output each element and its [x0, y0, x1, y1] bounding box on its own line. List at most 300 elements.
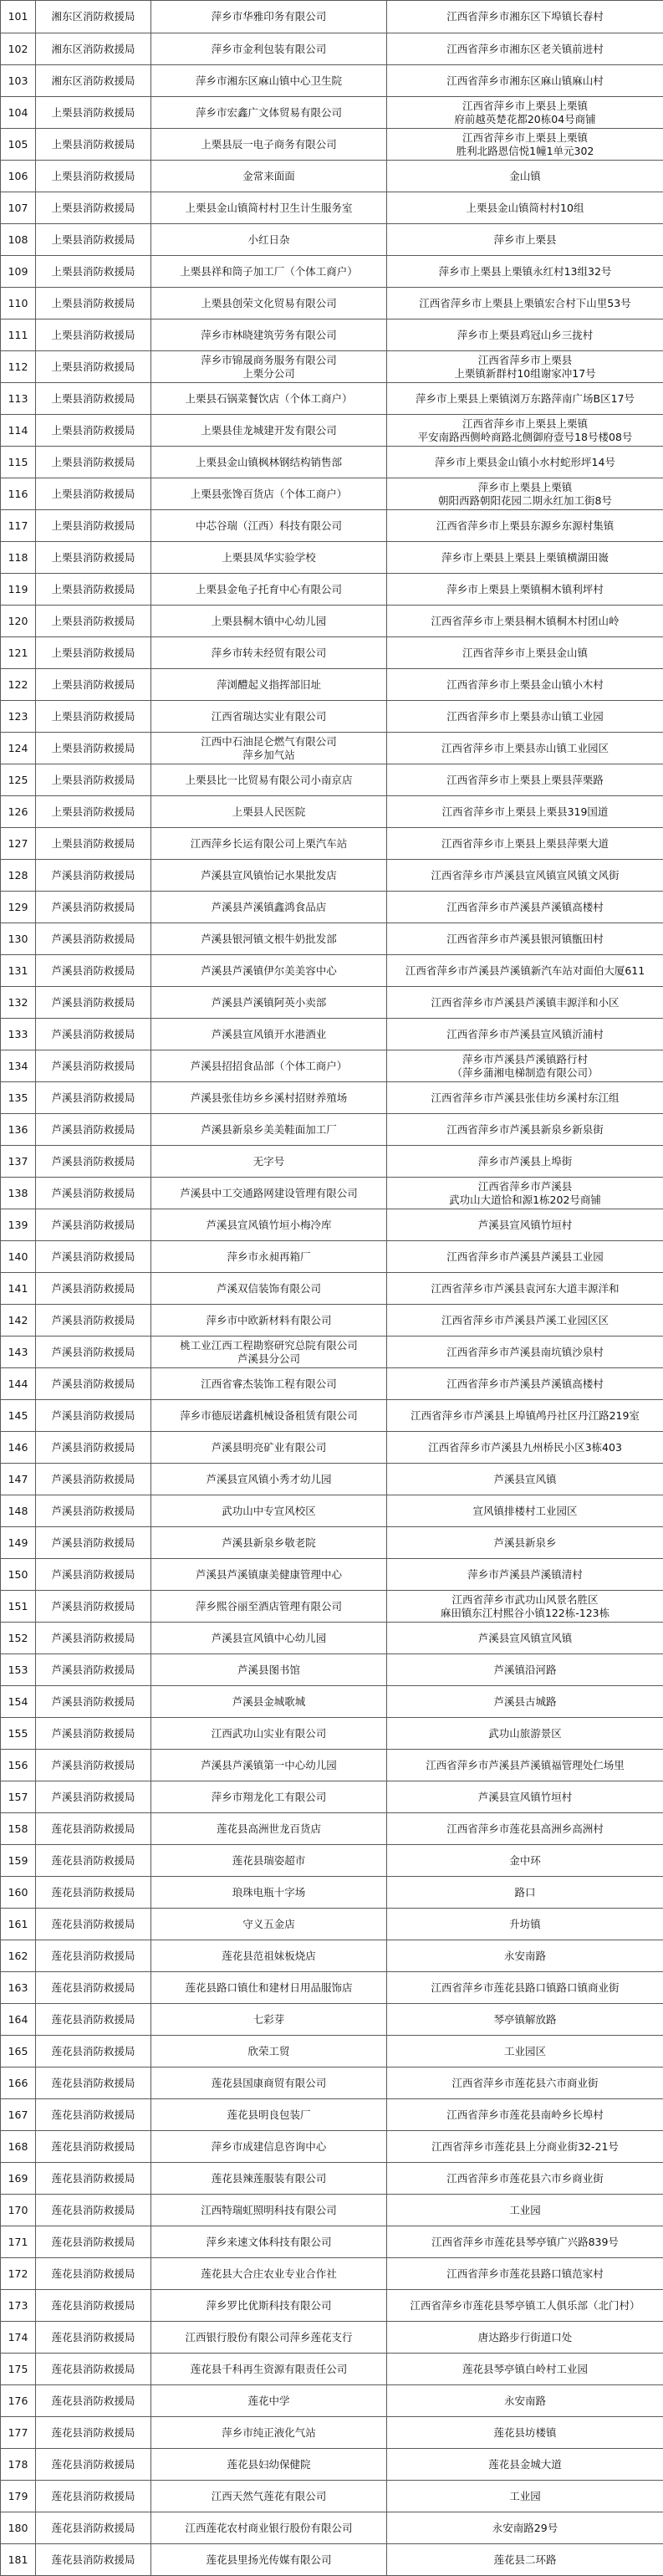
row-number-cell: 181	[1, 2544, 36, 2576]
address-cell: 萍乡市上栗县金山镇小水村蛇形坪14号	[387, 447, 663, 478]
department-cell: 上栗县消防救援局	[36, 97, 151, 129]
table-row	[1, 1178, 663, 1209]
row-number-cell: 160	[1, 1877, 36, 1909]
unit-name-cell: 萍乡熙谷丽至酒店管理有限公司	[151, 1591, 387, 1623]
table-row	[1, 1686, 663, 1718]
department-cell: 芦溪县消防救援局	[36, 1209, 151, 1241]
department-cell: 莲花县消防救援局	[36, 1877, 151, 1909]
row-number-cell: 166	[1, 2067, 36, 2099]
address-cell: 工业园	[387, 2481, 663, 2512]
table-row	[1, 1432, 663, 1464]
table-row	[1, 2258, 663, 2290]
table-row	[1, 1940, 663, 1972]
department-cell: 芦溪县消防救援局	[36, 1273, 151, 1305]
department-cell: 上栗县消防救援局	[36, 510, 151, 542]
row-number-cell: 172	[1, 2258, 36, 2290]
department-cell: 上栗县消防救援局	[36, 161, 151, 192]
table-row	[1, 923, 663, 955]
row-number-cell: 140	[1, 1241, 36, 1273]
address-cell: 江西省萍乡市芦溪县芦溪镇丰源洋和小区	[387, 987, 663, 1019]
unit-name-cell: 芦溪县中工交通路网建设管理有限公司	[151, 1178, 387, 1209]
unit-name-cell: 萍乡市纯正液化气站	[151, 2417, 387, 2449]
table-row	[1, 1527, 663, 1559]
row-number-cell: 152	[1, 1623, 36, 1654]
row-number-cell: 179	[1, 2481, 36, 2512]
department-cell: 上栗县消防救援局	[36, 542, 151, 574]
address-cell: 唐达路步行街道口处	[387, 2322, 663, 2354]
address-cell: 江西省萍乡市湘东区老关镇前进村	[387, 33, 663, 65]
address-cell: 萍乡市上栗县上栗镇桐木镇利坪村	[387, 574, 663, 606]
department-cell: 芦溪县消防救援局	[36, 923, 151, 955]
address-cell: 江西省萍乡市芦溪县张佳坊乡溪村东江组	[387, 1082, 663, 1114]
table-row	[1, 1813, 663, 1845]
table-row	[1, 1273, 663, 1305]
unit-name-cell: 萍乡市永昶再箱厂	[151, 1241, 387, 1273]
department-cell: 莲花县消防救援局	[36, 2385, 151, 2417]
unit-name-cell: 上栗县凤华实验学校	[151, 542, 387, 574]
row-number-cell: 171	[1, 2226, 36, 2258]
unit-name-cell: 上栗县辰一电子商务有限公司	[151, 129, 387, 161]
table-row	[1, 764, 663, 796]
unit-name-cell: 莲花县妇幼保健院	[151, 2449, 387, 2481]
table-row	[1, 224, 663, 256]
row-number-cell: 163	[1, 1972, 36, 2004]
row-number-cell: 111	[1, 319, 36, 351]
unit-name-cell: 芦溪县芦溪镇阿英小卖部	[151, 987, 387, 1019]
table-row	[1, 606, 663, 637]
address-cell: 萍乡市芦溪县芦溪镇路行村 （萍乡蒲湘电梯制造有限公司）	[387, 1050, 663, 1082]
row-number-cell: 157	[1, 1781, 36, 1813]
address-cell: 江西省萍乡市湘东区下埠镇长春村	[387, 1, 663, 33]
table-row	[1, 1209, 663, 1241]
row-number-cell: 104	[1, 97, 36, 129]
unit-name-cell: 萍浏醴起义指挥部旧址	[151, 669, 387, 701]
table-row	[1, 1019, 663, 1050]
address-cell: 江西省萍乡市上栗县赤山镇工业园	[387, 701, 663, 733]
address-cell: 江西省萍乡市莲花县南岭乡长埠村	[387, 2099, 663, 2131]
table-row	[1, 383, 663, 415]
unit-name-cell: 芦溪县宣风镇怡记水果批发店	[151, 860, 387, 892]
unit-name-cell: 芦溪县银河镇文根牛奶批发部	[151, 923, 387, 955]
table-row	[1, 542, 663, 574]
unit-name-cell: 萍乡市金利包装有限公司	[151, 33, 387, 65]
department-cell: 上栗县消防救援局	[36, 637, 151, 669]
table-row	[1, 2449, 663, 2481]
address-cell: 芦溪县宣风镇宣风镇	[387, 1623, 663, 1654]
table-row	[1, 987, 663, 1019]
address-cell: 莲花县坊楼镇	[387, 2417, 663, 2449]
unit-name-cell: 芦溪县芦溪镇第一中心幼儿园	[151, 1750, 387, 1781]
table-row	[1, 97, 663, 129]
row-number-cell: 173	[1, 2290, 36, 2322]
department-cell: 莲花县消防救援局	[36, 2004, 151, 2036]
department-cell: 莲花县消防救援局	[36, 1972, 151, 2004]
address-cell: 武功山旅游景区	[387, 1718, 663, 1750]
department-cell: 芦溪县消防救援局	[36, 1432, 151, 1464]
unit-name-cell: 上栗县比一比贸易有限公司小南京店	[151, 764, 387, 796]
table-row	[1, 33, 663, 65]
address-cell: 江西省萍乡市芦溪县宣风镇沂浦村	[387, 1019, 663, 1050]
department-cell: 芦溪县消防救援局	[36, 955, 151, 987]
address-cell: 萍乡市上栗县上栗县上栗镇横湖田嶶	[387, 542, 663, 574]
address-cell: 芦溪县新泉乡	[387, 1527, 663, 1559]
unit-name-cell: 萍乡市转未经贸有限公司	[151, 637, 387, 669]
unit-name-cell: 莲花县路口镇仕和建材日用品服饰店	[151, 1972, 387, 2004]
row-number-cell: 134	[1, 1050, 36, 1082]
department-cell: 芦溪县消防救援局	[36, 1082, 151, 1114]
address-cell: 莲花县金城大道	[387, 2449, 663, 2481]
department-cell: 莲花县消防救援局	[36, 2163, 151, 2195]
unit-name-cell: 武功山中专宣风校区	[151, 1495, 387, 1527]
unit-name-cell: 芦溪县新泉乡敬老院	[151, 1527, 387, 1559]
address-cell: 萍乡市上栗县上栗镇浏万东路萍南广场B区17号	[387, 383, 663, 415]
row-number-cell: 143	[1, 1337, 36, 1368]
address-cell: 江西省萍乡市上栗县上栗镇宏合村下山里53号	[387, 288, 663, 319]
address-cell: 江西省萍乡市上栗县上栗镇 府前越英楚花都20栋04号商铺	[387, 97, 663, 129]
unit-name-cell: 江西天然气莲花有限公司	[151, 2481, 387, 2512]
department-cell: 湘东区消防救援局	[36, 65, 151, 97]
table-row	[1, 2131, 663, 2163]
row-number-cell: 127	[1, 828, 36, 860]
table-row	[1, 129, 663, 161]
row-number-cell: 167	[1, 2099, 36, 2131]
address-cell: 江西省萍乡市莲花县琴亭镇工人俱乐部（北门村）	[387, 2290, 663, 2322]
address-cell: 江西省萍乡市上栗县上栗县319国道	[387, 796, 663, 828]
unit-name-cell: 萍乡市华雅印务有限公司	[151, 1, 387, 33]
address-cell: 江西省萍乡市莲花县路口镇范家村	[387, 2258, 663, 2290]
table-row	[1, 1654, 663, 1686]
row-number-cell: 130	[1, 923, 36, 955]
table-row	[1, 2163, 663, 2195]
row-number-cell: 165	[1, 2036, 36, 2067]
department-cell: 上栗县消防救援局	[36, 319, 151, 351]
row-number-cell: 175	[1, 2354, 36, 2385]
unit-name-cell: 莲花县千科再生资源有限责任公司	[151, 2354, 387, 2385]
row-number-cell: 124	[1, 733, 36, 764]
department-cell: 芦溪县消防救援局	[36, 1527, 151, 1559]
row-number-cell: 122	[1, 669, 36, 701]
unit-name-cell: 萍乡来速文体科技有限公司	[151, 2226, 387, 2258]
address-cell: 江西省萍乡市上栗县金山镇小木村	[387, 669, 663, 701]
department-cell: 莲花县消防救援局	[36, 2544, 151, 2576]
address-cell: 萍乡市上栗县鸡冠山乡三拢村	[387, 319, 663, 351]
unit-name-cell: 上栗县金山镇枫林钢结构销售部	[151, 447, 387, 478]
address-cell: 江西省萍乡市上栗县上栗县萍栗大道	[387, 828, 663, 860]
department-cell: 芦溪县消防救援局	[36, 1368, 151, 1400]
address-cell: 江西省萍乡市芦溪县芦溪镇福管理处仁场里	[387, 1750, 663, 1781]
table-row	[1, 637, 663, 669]
unit-name-cell: 上栗县张馋百货店（个体工商户）	[151, 478, 387, 510]
row-number-cell: 101	[1, 1, 36, 33]
department-cell: 湘东区消防救援局	[36, 1, 151, 33]
row-number-cell: 148	[1, 1495, 36, 1527]
address-cell: 芦溪镇沿河路	[387, 1654, 663, 1686]
row-number-cell: 115	[1, 447, 36, 478]
unit-name-cell: 小红日杂	[151, 224, 387, 256]
address-cell: 芦溪县宣风镇竹垣村	[387, 1209, 663, 1241]
department-cell: 上栗县消防救援局	[36, 574, 151, 606]
address-cell: 永安南路	[387, 1940, 663, 1972]
department-cell: 上栗县消防救援局	[36, 192, 151, 224]
unit-name-cell: 芦溪县招招食品部（个体工商户）	[151, 1050, 387, 1082]
department-cell: 莲花县消防救援局	[36, 2417, 151, 2449]
table-row	[1, 1845, 663, 1877]
row-number-cell: 106	[1, 161, 36, 192]
department-cell: 上栗县消防救援局	[36, 256, 151, 288]
department-cell: 芦溪县消防救援局	[36, 1114, 151, 1146]
address-cell: 江西省萍乡市上栗县赤山镇工业园区	[387, 733, 663, 764]
row-number-cell: 164	[1, 2004, 36, 2036]
address-cell: 江西省萍乡市莲花县路口镇路口镇商业街	[387, 1972, 663, 2004]
units-table-body	[1, 1, 663, 2576]
address-cell: 琴亭镇解放路	[387, 2004, 663, 2036]
unit-name-cell: 桃工业江西工程勘察研究总院有限公司 芦溪县分公司	[151, 1337, 387, 1368]
unit-name-cell: 莲花中学	[151, 2385, 387, 2417]
unit-name-cell: 上栗县祥和筒子加工厂（个体工商户）	[151, 256, 387, 288]
table-row	[1, 1972, 663, 2004]
unit-name-cell: 无字号	[151, 1146, 387, 1178]
unit-name-cell: 萍乡市德辰诺鑫机械设备租赁有限公司	[151, 1400, 387, 1432]
unit-name-cell: 莲花县明良包装厂	[151, 2099, 387, 2131]
address-cell: 路口	[387, 1877, 663, 1909]
department-cell: 莲花县消防救援局	[36, 2036, 151, 2067]
unit-name-cell: 萍乡市锦晟商务服务有限公司 上栗分公司	[151, 351, 387, 383]
unit-name-cell: 上栗县桐木镇中心幼儿园	[151, 606, 387, 637]
unit-name-cell: 上栗县石锅菜餐饮店（个体工商户）	[151, 383, 387, 415]
unit-name-cell: 江西中石油昆仑燃气有限公司 萍乡加气站	[151, 733, 387, 764]
row-number-cell: 177	[1, 2417, 36, 2449]
table-row	[1, 2385, 663, 2417]
department-cell: 莲花县消防救援局	[36, 2131, 151, 2163]
table-row	[1, 669, 663, 701]
row-number-cell: 139	[1, 1209, 36, 1241]
unit-name-cell: 萍乡罗比优斯科技有限公司	[151, 2290, 387, 2322]
row-number-cell: 120	[1, 606, 36, 637]
address-cell: 江西省萍乡市上栗县上栗县萍栗路	[387, 764, 663, 796]
address-cell: 芦溪县古城路	[387, 1686, 663, 1718]
address-cell: 莲花县二环路	[387, 2544, 663, 2576]
department-cell: 芦溪县消防救援局	[36, 1686, 151, 1718]
address-cell: 江西省萍乡市上栗县上栗镇 平安南路西侧岭商路北侧御府壹号18号楼08号	[387, 415, 663, 447]
unit-name-cell: 江西特瑞虹照明科技有限公司	[151, 2195, 387, 2226]
address-cell: 萍乡市上栗县上栗镇永红村13组32号	[387, 256, 663, 288]
unit-name-cell: 芦溪县芦溪镇伊尔美美容中心	[151, 955, 387, 987]
unit-name-cell: 萍乡市宏鑫广文体贸易有限公司	[151, 97, 387, 129]
unit-name-cell: 上栗县金山镇简村村卫生计生服务室	[151, 192, 387, 224]
row-number-cell: 128	[1, 860, 36, 892]
department-cell: 芦溪县消防救援局	[36, 892, 151, 923]
table-row	[1, 796, 663, 828]
row-number-cell: 107	[1, 192, 36, 224]
address-cell: 芦溪县宣风镇	[387, 1464, 663, 1495]
department-cell: 莲花县消防救援局	[36, 1909, 151, 1940]
department-cell: 莲花县消防救援局	[36, 2226, 151, 2258]
address-cell: 芦溪县宣风镇竹垣村	[387, 1781, 663, 1813]
address-cell: 工业园区	[387, 2036, 663, 2067]
table-row	[1, 2544, 663, 2576]
address-cell: 萍乡市芦溪县芦溪镇清村	[387, 1559, 663, 1591]
department-cell: 莲花县消防救援局	[36, 1813, 151, 1845]
table-row	[1, 256, 663, 288]
table-row	[1, 828, 663, 860]
row-number-cell: 141	[1, 1273, 36, 1305]
department-cell: 芦溪县消防救援局	[36, 860, 151, 892]
unit-name-cell: 上栗县佳龙城建开发有限公司	[151, 415, 387, 447]
address-cell: 江西省萍乡市芦溪县芦溪镇高楼村	[387, 892, 663, 923]
address-cell: 永安南路29号	[387, 2512, 663, 2544]
unit-name-cell: 江西银行股份有限公司萍乡莲花支行	[151, 2322, 387, 2354]
department-cell: 上栗县消防救援局	[36, 383, 151, 415]
unit-name-cell: 莲花县辣莲服装有限公司	[151, 2163, 387, 2195]
address-cell: 江西省萍乡市上栗县上栗镇 胜利北路恩信悦1幢1单元302	[387, 129, 663, 161]
address-cell: 江西省萍乡市莲花县六市商业街	[387, 2067, 663, 2099]
address-cell: 江西省萍乡市芦溪县南坑镇沙泉村	[387, 1337, 663, 1368]
unit-name-cell: 中芯谷瑞（江西）科技有限公司	[151, 510, 387, 542]
unit-name-cell: 萍乡市成建信息咨询中心	[151, 2131, 387, 2163]
department-cell: 莲花县消防救援局	[36, 1845, 151, 1877]
unit-name-cell: 江西武功山实业有限公司	[151, 1718, 387, 1750]
table-row	[1, 2067, 663, 2099]
address-cell: 萍乡市芦溪县上埠街	[387, 1146, 663, 1178]
department-cell: 芦溪县消防救援局	[36, 1718, 151, 1750]
table-row	[1, 2226, 663, 2258]
address-cell: 江西省萍乡市芦溪县 武功山大道恰和源1栋202号商铺	[387, 1178, 663, 1209]
department-cell: 上栗县消防救援局	[36, 351, 151, 383]
department-cell: 莲花县消防救援局	[36, 2354, 151, 2385]
row-number-cell: 151	[1, 1591, 36, 1623]
row-number-cell: 161	[1, 1909, 36, 1940]
unit-name-cell: 江西省睿杰装饰工程有限公司	[151, 1368, 387, 1400]
table-row	[1, 701, 663, 733]
table-row	[1, 351, 663, 383]
unit-name-cell: 上栗县创荣文化贸易有限公司	[151, 288, 387, 319]
row-number-cell: 147	[1, 1464, 36, 1495]
row-number-cell: 168	[1, 2131, 36, 2163]
row-number-cell: 114	[1, 415, 36, 447]
unit-name-cell: 萍乡市湘东区麻山镇中心卫生院	[151, 65, 387, 97]
row-number-cell: 176	[1, 2385, 36, 2417]
table-row	[1, 1909, 663, 1940]
row-number-cell: 159	[1, 1845, 36, 1877]
address-cell: 江西省萍乡市莲花县六市乡商业街	[387, 2163, 663, 2195]
unit-name-cell: 金常来面面	[151, 161, 387, 192]
address-cell: 江西省萍乡市芦溪县袁河东大道丰源洋和	[387, 1273, 663, 1305]
unit-name-cell: 莲花县大合庄农业专业合作社	[151, 2258, 387, 2290]
address-cell: 金山镇	[387, 161, 663, 192]
department-cell: 莲花县消防救援局	[36, 2067, 151, 2099]
address-cell: 萍乡市上栗县	[387, 224, 663, 256]
row-number-cell: 169	[1, 2163, 36, 2195]
table-row	[1, 733, 663, 764]
row-number-cell: 110	[1, 288, 36, 319]
department-cell: 芦溪县消防救援局	[36, 1178, 151, 1209]
address-cell: 江西省萍乡市上栗县 上栗镇新群村10组谢家冲17号	[387, 351, 663, 383]
address-cell: 江西省萍乡市芦溪县银河镇甑田村	[387, 923, 663, 955]
department-cell: 芦溪县消防救援局	[36, 1305, 151, 1337]
department-cell: 莲花县消防救援局	[36, 2099, 151, 2131]
unit-name-cell: 芦溪县芦溪镇鑫鸿食品店	[151, 892, 387, 923]
table-row	[1, 860, 663, 892]
row-number-cell: 112	[1, 351, 36, 383]
unit-name-cell: 芦溪县宣风镇竹垣小梅冷库	[151, 1209, 387, 1241]
department-cell: 上栗县消防救援局	[36, 415, 151, 447]
address-cell: 江西省萍乡市芦溪县芦溪镇高楼村	[387, 1368, 663, 1400]
table-row	[1, 2290, 663, 2322]
unit-name-cell: 莲花县瑞姿超市	[151, 1845, 387, 1877]
address-cell: 江西省萍乡市武功山风景名胜区 麻田镇东江村熙谷小镇122栋-123栋	[387, 1591, 663, 1623]
row-number-cell: 129	[1, 892, 36, 923]
department-cell: 上栗县消防救援局	[36, 796, 151, 828]
row-number-cell: 133	[1, 1019, 36, 1050]
row-number-cell: 125	[1, 764, 36, 796]
row-number-cell: 119	[1, 574, 36, 606]
department-cell: 芦溪县消防救援局	[36, 1654, 151, 1686]
table-row	[1, 415, 663, 447]
unit-name-cell: 芦溪县图书馆	[151, 1654, 387, 1686]
table-row	[1, 447, 663, 478]
row-number-cell: 132	[1, 987, 36, 1019]
table-row	[1, 1750, 663, 1781]
address-cell: 江西省萍乡市芦溪县九州桥民小区3栋403	[387, 1432, 663, 1464]
department-cell: 上栗县消防救援局	[36, 129, 151, 161]
table-row	[1, 1, 663, 33]
department-cell: 芦溪县消防救援局	[36, 1623, 151, 1654]
address-cell: 江西省萍乡市芦溪县芦溪县工业园	[387, 1241, 663, 1273]
department-cell: 上栗县消防救援局	[36, 224, 151, 256]
row-number-cell: 162	[1, 1940, 36, 1972]
row-number-cell: 135	[1, 1082, 36, 1114]
address-cell: 江西省萍乡市芦溪县芦溪工业园区区	[387, 1305, 663, 1337]
department-cell: 芦溪县消防救援局	[36, 987, 151, 1019]
table-row	[1, 1559, 663, 1591]
unit-name-cell: 芦溪县芦溪镇康美健康管理中心	[151, 1559, 387, 1591]
table-row	[1, 2322, 663, 2354]
row-number-cell: 126	[1, 796, 36, 828]
address-cell: 升坊镇	[387, 1909, 663, 1940]
table-row	[1, 1781, 663, 1813]
address-cell: 江西省萍乡市莲花县琴亭镇广兴路839号	[387, 2226, 663, 2258]
unit-name-cell: 萍乡市林晓建筑劳务有限公司	[151, 319, 387, 351]
department-cell: 芦溪县消防救援局	[36, 1559, 151, 1591]
row-number-cell: 117	[1, 510, 36, 542]
table-row	[1, 2417, 663, 2449]
unit-name-cell: 琅珠电瓶十字场	[151, 1877, 387, 1909]
table-row	[1, 2099, 663, 2131]
address-cell: 宣风镇排楼村工业园区	[387, 1495, 663, 1527]
unit-name-cell: 芦溪县张佳坊乡乡溪村招财养殖场	[151, 1082, 387, 1114]
table-row	[1, 161, 663, 192]
row-number-cell: 137	[1, 1146, 36, 1178]
department-cell: 芦溪县消防救援局	[36, 1146, 151, 1178]
table-row	[1, 2512, 663, 2544]
unit-name-cell: 上栗县人民医院	[151, 796, 387, 828]
table-row	[1, 1337, 663, 1368]
unit-name-cell: 上栗县金龟子托育中心有限公司	[151, 574, 387, 606]
row-number-cell: 131	[1, 955, 36, 987]
unit-name-cell: 芦溪县宣风镇小秀才幼儿园	[151, 1464, 387, 1495]
address-cell: 工业园	[387, 2195, 663, 2226]
row-number-cell: 136	[1, 1114, 36, 1146]
table-row	[1, 2004, 663, 2036]
table-row	[1, 319, 663, 351]
address-cell: 江西省萍乡市芦溪县新泉乡新泉街	[387, 1114, 663, 1146]
unit-name-cell: 芦溪县宣风镇中心幼儿园	[151, 1623, 387, 1654]
row-number-cell: 108	[1, 224, 36, 256]
table-row	[1, 574, 663, 606]
table-row	[1, 1400, 663, 1432]
unit-name-cell: 江西萍乡长运有限公司上栗汽车站	[151, 828, 387, 860]
unit-name-cell: 萍乡市翔龙化工有限公司	[151, 1781, 387, 1813]
